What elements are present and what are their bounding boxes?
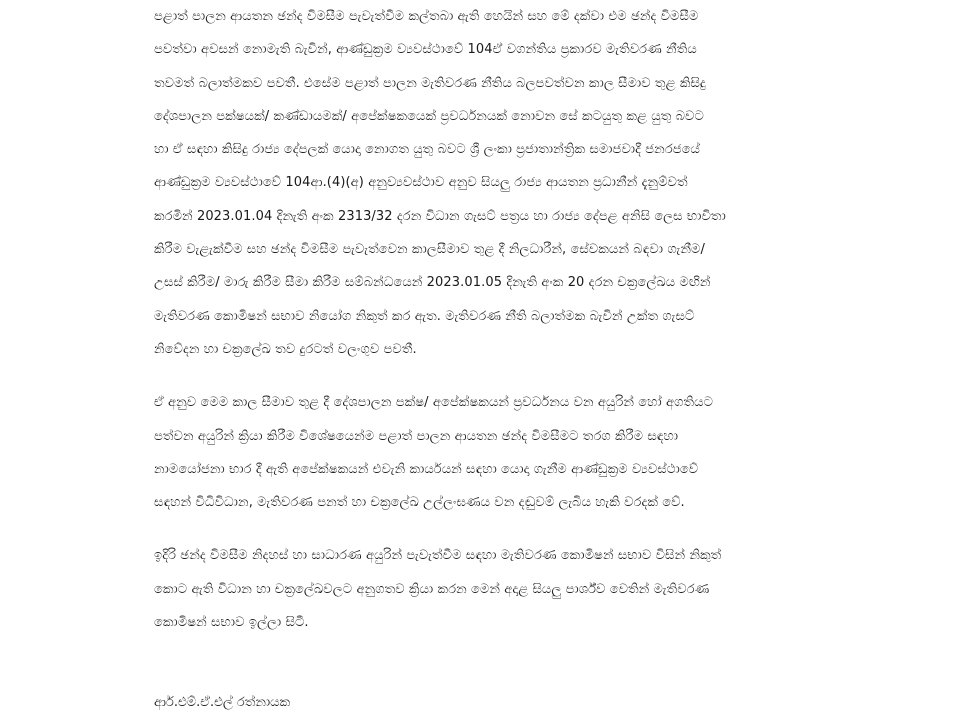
text-line: ආණ්ඩුක්‍රම ව්‍යවස්ථාවේ 104ආ.(4)(අ) අනුව්‍යවස්ථාව අනුව සියලු රාජ්‍ය ආයතන ප්‍රධානීන් දැනුම්වත්	[154, 175, 688, 191]
text-line: නාමයෝජනා භාර දී ඇති අපේක්ෂකයන් එවැනි කාර්යයන් සඳහා යොදා ගැනීම ආණ්ඩුක්‍රම ව්‍යවස්ථාවේ	[154, 461, 699, 477]
document-body	[154, 0, 814, 639]
paragraph-2	[154, 386, 814, 519]
text-line: පවත්වා අවසන් නොමැති බැවින්, ආණ්ඩුක්‍රම ව්‍යවස්ථාවේ 104ඒ වගන්තිය ප්‍රකාරව මැතිවරණ නීතිය	[154, 42, 697, 58]
text-line: ඒ අනුව මෙම කාල සීමාව තුළ දී දේශපාලන පක්ෂ/ අපේක්ෂකයන් ප්‍රවර්ධනය වන අයුරින් හෝ අගතියට	[154, 395, 714, 411]
paragraph-gap	[154, 519, 814, 539]
text-line: කරමින් 2023.01.04 දිනැති අංක 2313/32 දරන විධාන ගැසට් පත්‍රය හා රාජ්‍ය දේපළ අනිසි ලෙස භාවිතා	[154, 208, 726, 224]
text-line: පත්වන අයුරින් ක්‍රියා කිරීම විශේෂයෙන්ම පළාත් පාලන ආයතන ඡන්ද විමසීමට තරග කිරීම සඳහා	[154, 428, 679, 444]
text-line: කිරීම වැළැක්වීම සහ ඡන්ද විමසීම පැවැත්වෙන කාලසීමාව තුළ දී නිලධාරීන්, සේවකයන් බඳවා ගැනීම/	[154, 242, 705, 258]
text-line: හා ඒ සඳහා කිසිදු රාජ්‍ය දේපලක් යොදා නොගත යුතු බවට ශ්‍රී ලංකා ප්‍රජාතාන්ත්‍රික සමාජවාදී ජනරජයේ	[154, 142, 700, 158]
paragraph-1	[154, 0, 814, 366]
paragraph-gap	[154, 366, 814, 386]
signature-name: ආර්.එම්.ඒ.එල් රත්නායක	[154, 695, 291, 710]
text-line: පළාත් පාලන ආයතන ඡන්ද විමසීම පැවැත්වීම කල්තබා ඇති හෙයින් සහ මේ දක්වා එම ඡන්ද විමසීම	[154, 9, 699, 24]
paragraph-3	[154, 539, 814, 639]
text-line: සඳහන් විධිවිධාන, මැතිවරණ පනත් හා චක්‍රලේඛ උල්ලංඝණය වන දඬුවම් ලැබිය හැකි වරදක් වේ.	[154, 495, 685, 511]
text-line: ඉදිරි ඡන්ද විමසීම නිදහස් හා සාධාරණ අයුරින් පැවැත්වීම සඳහා මැතිවරණ කොමිෂන් සභාව විසින් නිකුත්	[154, 548, 722, 564]
text-line: කොට ඇති විධාන හා චක්‍රලේඛවලට අනුගතව ක්‍රියා කරන මෙන් අදාළ සියලු පාර්ශ්ව වෙතින් මැතිවරණ	[154, 581, 710, 597]
text-line: මැතිවරණ කොමිෂන් සභාව නියෝග නිකුත් කර ඇත. මැතිවරණ නීති බලාත්මක බැවින් උක්ත ගැසට්	[154, 308, 695, 324]
text-line: කොමිෂන් සභාව ඉල්ලා සිටී.	[154, 615, 309, 631]
text-line: උසස් කිරීම/ මාරු කිරීම සීමා කිරීම සම්බන්ධයෙන් 2023.01.05 දිනැති අංක 20 දරන චක්‍රලේඛය මඟින්	[154, 275, 711, 291]
text-line: දේශපාලන පක්ෂයක්/ කණ්ඩායමක්/ අපේක්ෂකයෙක් ප්‍රවර්ධනයක් නොවන සේ කටයුතු කළ යුතු බවට	[154, 108, 704, 124]
text-line: නිවේදන හා චක්‍රලේඛ තව දුරටත් වලංගුව පවතී.	[154, 341, 417, 357]
text-line: තවමත් බලාත්මකව පවතී. එසේම පළාත් පාලන මැතිවරණ නීතිය බලපවත්වන කාල සීමාව තුළ කිසිදු	[154, 75, 706, 91]
